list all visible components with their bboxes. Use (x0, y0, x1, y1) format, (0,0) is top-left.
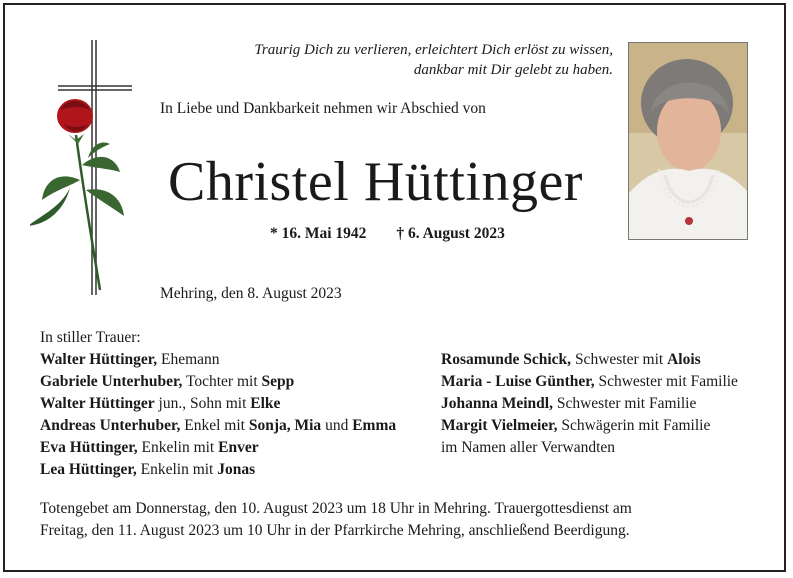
mourners-left (40, 327, 396, 481)
mourners-right (441, 349, 738, 459)
mourner-name: Rosamunde Schick, (441, 351, 572, 368)
mourner-relation: Schwester mit (571, 351, 668, 368)
mourner-name: Margit Vielmeier, (441, 417, 558, 434)
funeral-info (40, 498, 632, 542)
portrait-photo (628, 42, 748, 240)
mourner-relation: Ehemann (157, 351, 220, 368)
mourner-relation: und (321, 417, 353, 434)
mourner-name: Maria - Luise Günther, (441, 373, 595, 390)
mourner-name: Enver (218, 439, 259, 456)
mourner-name: Walter Hüttinger (40, 395, 155, 412)
mourner-name: Lea Hüttinger, (40, 461, 137, 478)
mourner-line (441, 415, 738, 437)
mourner-relation: Tochter mit (182, 373, 262, 390)
mourners-heading: In stiller Trauer: (40, 329, 141, 346)
mourner-relation: Enkel mit (180, 417, 249, 434)
funeral-info-line-1: Totengebet am Donnerstag, den 10. August 2023 um 18 Uhr in Mehring. Trauergottesdienst am (40, 500, 632, 517)
mourner-name: Alois (667, 351, 701, 368)
mourner-line (40, 371, 396, 393)
mourner-line (40, 393, 396, 415)
mourner-relation: Enkelin mit (136, 461, 218, 478)
mourner-name: Johanna Meindl, (441, 395, 553, 412)
poem-line-1: Traurig Dich zu verlieren, erleichtert Dich erlöst zu wissen, (254, 42, 613, 58)
deceased-name: Christel Hüttinger (168, 151, 583, 213)
mourner-name: Walter Hüttinger, (40, 351, 158, 368)
cross-with-rose-icon (30, 40, 140, 295)
mourner-name: Sonja, Mia (248, 417, 322, 434)
mourner-name: Sepp (261, 373, 295, 390)
mourner-name: Emma (352, 417, 397, 434)
mourner-line (40, 349, 396, 371)
place-and-date: Mehring, den 8. August 2023 (160, 285, 342, 302)
mourner-relation: Schwägerin mit Familie (557, 417, 711, 434)
intro-text: In Liebe und Dankbarkeit nehmen wir Abschied von (160, 100, 486, 117)
death-date: † 6. August 2023 (396, 225, 505, 242)
mourner-relation: jun., Sohn mit (154, 395, 251, 412)
funeral-info-line-2: Freitag, den 11. August 2023 um 10 Uhr in der Pfarrkirche Mehring, anschließend Beerdigung. (40, 522, 630, 539)
birth-date: * 16. Mai 1942 (270, 225, 367, 242)
mourner-line (40, 459, 396, 481)
mourner-line (40, 415, 396, 437)
mourner-relation: Schwester mit Familie (594, 373, 738, 390)
mourner-line (441, 371, 738, 393)
mourner-line (40, 437, 396, 459)
mourner-name: Elke (250, 395, 281, 412)
mourner-line (441, 393, 738, 415)
mourner-relation: Enkelin mit (137, 439, 219, 456)
mourner-line (441, 349, 738, 371)
mourner-name: Gabriele Unterhuber, (40, 373, 183, 390)
mourner-name: Eva Hüttinger, (40, 439, 138, 456)
poem (254, 40, 613, 80)
mourner-relation: im Namen aller Verwandten (441, 439, 616, 456)
poem-line-2: dankbar mit Dir gelebt zu haben. (413, 62, 613, 78)
life-dates (270, 225, 531, 243)
mourner-relation: Schwester mit Familie (552, 395, 697, 412)
mourner-line (441, 437, 738, 459)
mourner-name: Andreas Unterhuber, (40, 417, 181, 434)
mourner-name: Jonas (217, 461, 256, 478)
